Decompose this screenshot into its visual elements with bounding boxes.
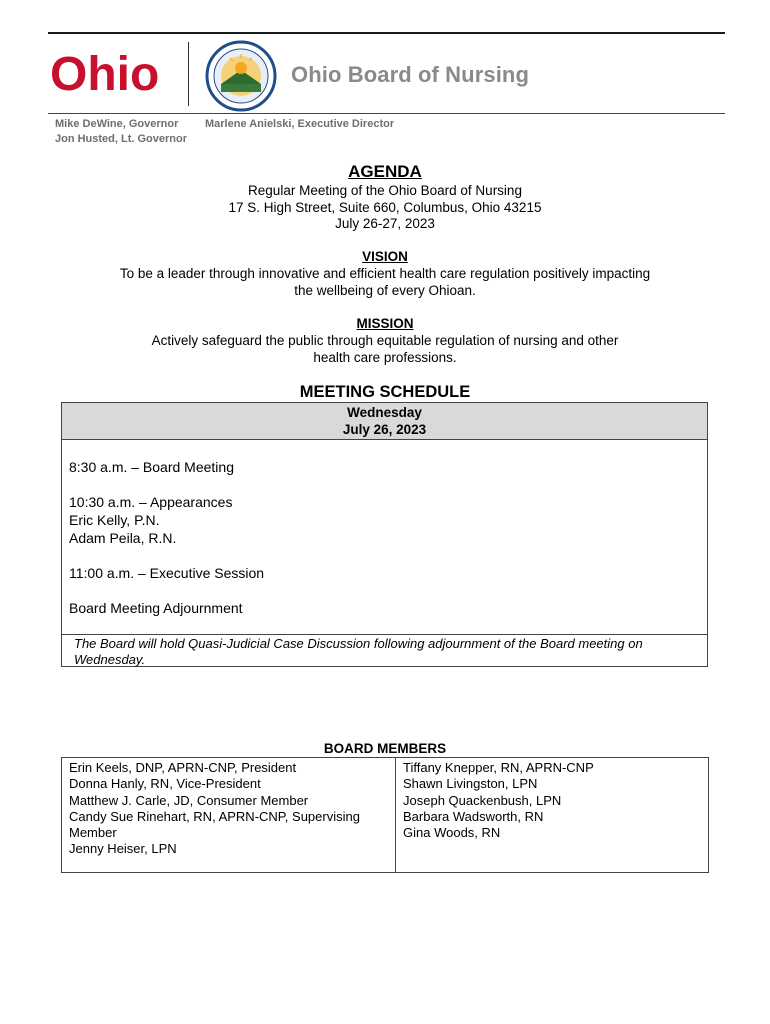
vision-line: To be a leader through innovative and efficient health care regulation positively impacting bbox=[119, 266, 651, 281]
mission-text bbox=[0, 333, 770, 366]
schedule-item-title: 8:30 a.m. – Board Meeting bbox=[69, 459, 234, 475]
schedule-item bbox=[69, 599, 264, 617]
appearance-person: Eric Kelly, P.N. bbox=[69, 512, 160, 528]
ohio-logo bbox=[48, 44, 178, 100]
schedule-item-title: 11:00 a.m. – Executive Session bbox=[69, 565, 265, 581]
mission-line: health care professions. bbox=[313, 349, 457, 365]
member-entry: Barbara Wadsworth, RN bbox=[403, 808, 544, 824]
member-entry: Matthew J. Carle, JD, Consumer Member bbox=[69, 792, 309, 808]
governor-block bbox=[55, 117, 187, 147]
member-entry: Candy Sue Rinehart, RN, APRN-CNP, Supervising bbox=[69, 808, 360, 824]
schedule-date: July 26, 2023 bbox=[342, 421, 427, 437]
lt-governor-name: Jon Husted, Lt. Governor bbox=[55, 133, 188, 145]
board-seal-icon bbox=[205, 40, 277, 112]
board-title: Ohio Board of Nursing bbox=[291, 62, 529, 87]
member-entry: Donna Hanly, RN, Vice-President bbox=[69, 776, 261, 792]
member-entry: Jenny Heiser, LPN bbox=[69, 841, 177, 857]
schedule-item bbox=[69, 458, 264, 476]
schedule-item bbox=[69, 564, 264, 582]
mission-line: Actively safeguard the public through equitable regulation of nursing and other bbox=[151, 333, 619, 348]
schedule-title: MEETING SCHEDULE bbox=[299, 383, 471, 401]
member-entry: Tiffany Knepper, RN, APRN-CNP bbox=[403, 760, 594, 775]
vision-text bbox=[0, 266, 770, 299]
meeting-address: 17 S. High Street, Suite 660, Columbus, Ohio 43215 bbox=[228, 199, 542, 215]
header-rule bbox=[48, 113, 725, 114]
vision-line: the wellbeing of every Ohioan. bbox=[294, 282, 476, 298]
vision-heading: VISION bbox=[362, 249, 408, 264]
schedule-note: The Board will hold Quasi-Judicial Case Discussion following adjournment of the Board meeting on Wednesday. bbox=[62, 634, 707, 667]
schedule-table bbox=[61, 402, 708, 667]
meeting-info bbox=[0, 183, 770, 233]
member-entry: Shawn Livingston, LPN bbox=[403, 776, 538, 792]
mission-heading: MISSION bbox=[356, 316, 414, 331]
schedule-item-title: Board Meeting Adjournment bbox=[69, 600, 243, 616]
member-entry: Erin Keels, DNP, APRN-CNP, President bbox=[69, 760, 297, 775]
board-members-title: BOARD MEMBERS bbox=[323, 741, 447, 756]
members-divider bbox=[395, 758, 396, 872]
appearance-person: Adam Peila, R.N. bbox=[69, 530, 177, 546]
member-entry: Gina Woods, RN bbox=[403, 825, 501, 841]
header-divider bbox=[188, 42, 189, 106]
board-members-table bbox=[61, 757, 709, 873]
schedule-item bbox=[69, 493, 264, 547]
member-entry: Member bbox=[69, 825, 117, 841]
schedule-day: Wednesday bbox=[347, 405, 422, 420]
executive-director: Marlene Anielski, Executive Director bbox=[205, 118, 395, 130]
members-left-column bbox=[69, 760, 389, 858]
ohio-logo-text: Ohio bbox=[50, 48, 160, 100]
governor-name: Mike DeWine, Governor bbox=[55, 118, 179, 130]
member-entry: Joseph Quackenbush, LPN bbox=[403, 792, 562, 808]
meeting-name: Regular Meeting of the Ohio Board of Nursing bbox=[248, 183, 522, 198]
members-right-column bbox=[403, 760, 703, 841]
meeting-dates: July 26-27, 2023 bbox=[335, 216, 435, 231]
top-rule bbox=[48, 32, 725, 34]
schedule-body bbox=[69, 458, 264, 634]
schedule-item-title: 10:30 a.m. – Appearances bbox=[69, 494, 233, 510]
agenda-title: AGENDA bbox=[348, 162, 422, 181]
schedule-header bbox=[62, 403, 707, 440]
